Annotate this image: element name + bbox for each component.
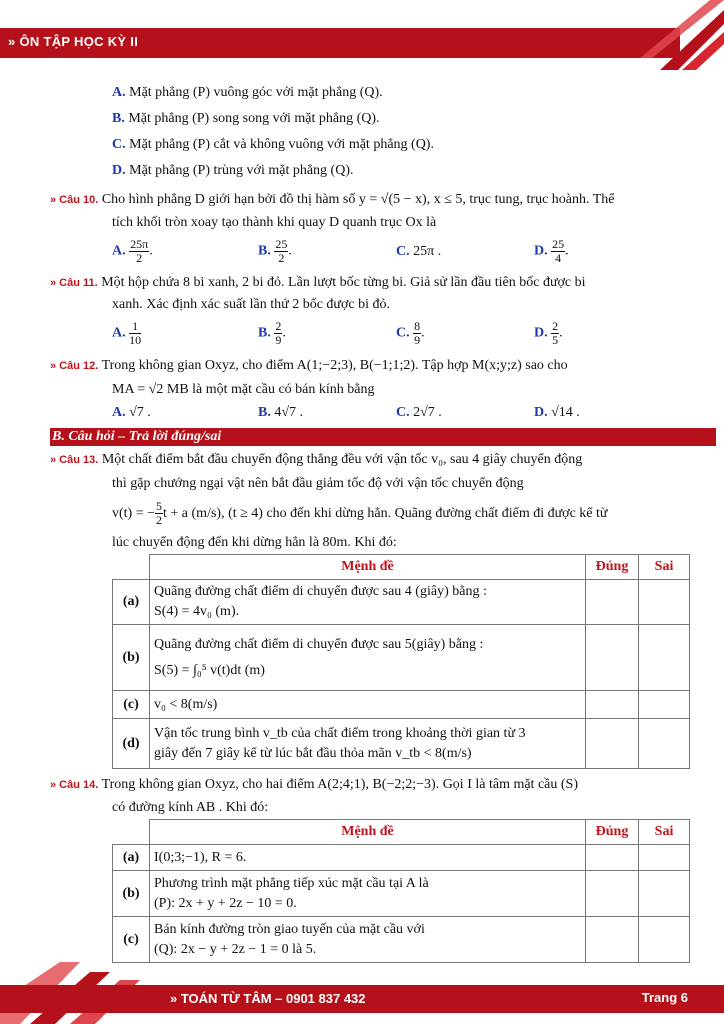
footer-brand: » TOÁN TỪ TÂM – 0901 837 432 [170,991,366,1006]
page-number: Trang 6 [641,990,688,1005]
question-text: MA = √2 MB là một mặt cầu có bán kính bằng [112,382,375,397]
header-title: » ÔN TẬP HỌC KỲ II [8,34,139,49]
false-cell[interactable] [639,871,690,917]
question-text: lúc chuyển động đến khi dừng hẳn là 80m. Khi đó: [112,535,397,550]
option-b: B. 4√7 . [258,405,304,420]
true-cell[interactable] [586,580,639,625]
table-row: (a) I(0;3;−1), R = 6. [113,845,690,871]
false-cell[interactable] [639,580,690,625]
option-d: D. √14 . [534,405,580,420]
option-d: D. $\frac{2}{5}$ . [534,319,563,347]
table-row: (c) Bán kính đường tròn giao tuyến của mặt cầu với (Q): 2x − y + 2z − 1 = 0 là 5. [113,917,690,963]
question-text: có đường kính AB . Khi đó: [112,800,269,815]
question-text: tích khối tròn xoay tạo thành khi quay D quanh trục Ox là [112,215,437,230]
question-14 [50,773,688,963]
question-text: Cho hình phẳng D giới hạn bởi đồ thị hàm số y = √(5 − x), x ≤ 5, trục tung, trục hoành. Thể [101,192,615,207]
q10-options [50,234,688,270]
question-text: Trong không gian Oxyz, cho điểm A(1;−2;3), B(−1;1;2). Tập hợp M(x;y;z) sao cho [101,358,568,373]
q12-options [50,402,688,424]
header-false: Sai [639,555,690,580]
q9-option-d: D. Mặt phẳng (P) trùng với mặt phẳng (Q). [112,163,354,178]
false-cell[interactable] [639,917,690,963]
question-number: » Câu 12. [50,360,99,372]
q14-table [112,819,690,963]
true-cell[interactable] [586,871,639,917]
true-cell[interactable] [586,691,639,719]
header-statement: Mệnh đề [150,555,586,580]
question-text: Một hộp chứa 8 bi xanh, 2 bi đỏ. Lần lượt bốc từng bi. Giả sử lần đầu tiên bốc được bi [101,275,586,290]
question-11 [50,272,688,352]
header-true: Đúng [586,555,639,580]
option-b: B. $\frac{2}{9}$ . [258,319,286,347]
true-cell[interactable] [586,625,639,691]
question-13 [50,448,688,769]
question-text: xanh. Xác định xác suất lần thứ 2 bốc được bi đỏ. [112,297,391,312]
header-false: Sai [639,820,690,845]
q9-option-b: B. Mặt phẳng (P) song song với mặt phẳng (Q). [112,111,380,126]
option-b: B. $\frac{25}{2}$ . [258,237,292,265]
fraction: $\frac{5}{2}$ [156,499,163,528]
question-text: thì gặp chướng ngại vật nên bắt đầu giảm tốc độ với vận tốc chuyển động [112,476,524,491]
question-number: » Câu 14. [50,779,99,791]
false-cell[interactable] [639,845,690,871]
false-cell[interactable] [639,625,690,691]
table-row: (b) Phương trình mặt phẳng tiếp xúc mặt cầu tại A là (P): 2x + y + 2z − 10 = 0. [113,871,690,917]
header-band [0,28,680,58]
table-row: (a) Quãng đường chất điểm di chuyển được sau 4 (giây) bằng : S(4) = 4v₀ (m). [113,580,690,625]
q13-table [112,554,690,769]
table-row: (d) Vận tốc trung bình v_tb của chất điểm trong khoảng thời gian từ 3 giây đến 7 giây kể từ lúc bắt đầu thỏa mãn v_tb < 8(m/s) [113,719,690,769]
false-cell[interactable] [639,719,690,769]
false-cell[interactable] [639,691,690,719]
question-text: Một chất điểm bắt đầu chuyển động thẳng đều với vận tốc v₀, sau 4 giây chuyển động [101,452,583,467]
section-b-title: B. Câu hỏi – Trả lời đúng/sai [50,428,716,446]
table-row: (b) Quãng đường chất điểm di chuyển được sau 5(giây) bằng : S(5) = ∫₀⁵ v(t)dt (m) [113,625,690,691]
question-number: » Câu 11. [50,277,98,289]
option-a: A. √7 . [112,405,151,420]
question-10 [50,188,688,270]
option-d: D. $\frac{25}{4}$ . [534,237,569,265]
option-c: C. 25π . [396,244,442,259]
true-cell[interactable] [586,845,639,871]
header-true: Đúng [586,820,639,845]
question-text: t + a (m/s), (t ≥ 4) cho đến khi dừng hẳn. Quãng đường chất điểm đi được kể từ [163,506,608,521]
question-text: Trong không gian Oxyz, cho hai điểm A(2;4;1), B(−2;2;−3). Gọi I là tâm mặt cầu (S) [101,777,578,792]
page-content [50,80,688,963]
option-a: A. $\frac{25\pi}{2}$ . [112,237,153,265]
question-text: v(t) = − [112,506,156,521]
question-12 [50,354,688,424]
table-row: (c) v₀ < 8(m/s) [113,691,690,719]
question-number: » Câu 13. [50,454,99,466]
option-a: A. $\frac{1}{10}$ [112,319,142,347]
option-c: C. 2√7 . [396,405,442,420]
q11-options [50,316,688,352]
true-cell[interactable] [586,719,639,769]
true-cell[interactable] [586,917,639,963]
q9-option-c: C. Mặt phẳng (P) cắt và không vuông với mặt phẳng (Q). [112,137,434,152]
question-number: » Câu 10. [50,194,99,206]
header-decoration-icon [600,0,724,70]
q9-options [50,80,688,184]
option-c: C. $\frac{8}{9}$ . [396,319,425,347]
header-statement: Mệnh đề [150,820,586,845]
footer-band [0,985,724,1013]
q9-option-a: A. Mặt phẳng (P) vuông góc với mặt phẳng (Q). [112,85,383,100]
